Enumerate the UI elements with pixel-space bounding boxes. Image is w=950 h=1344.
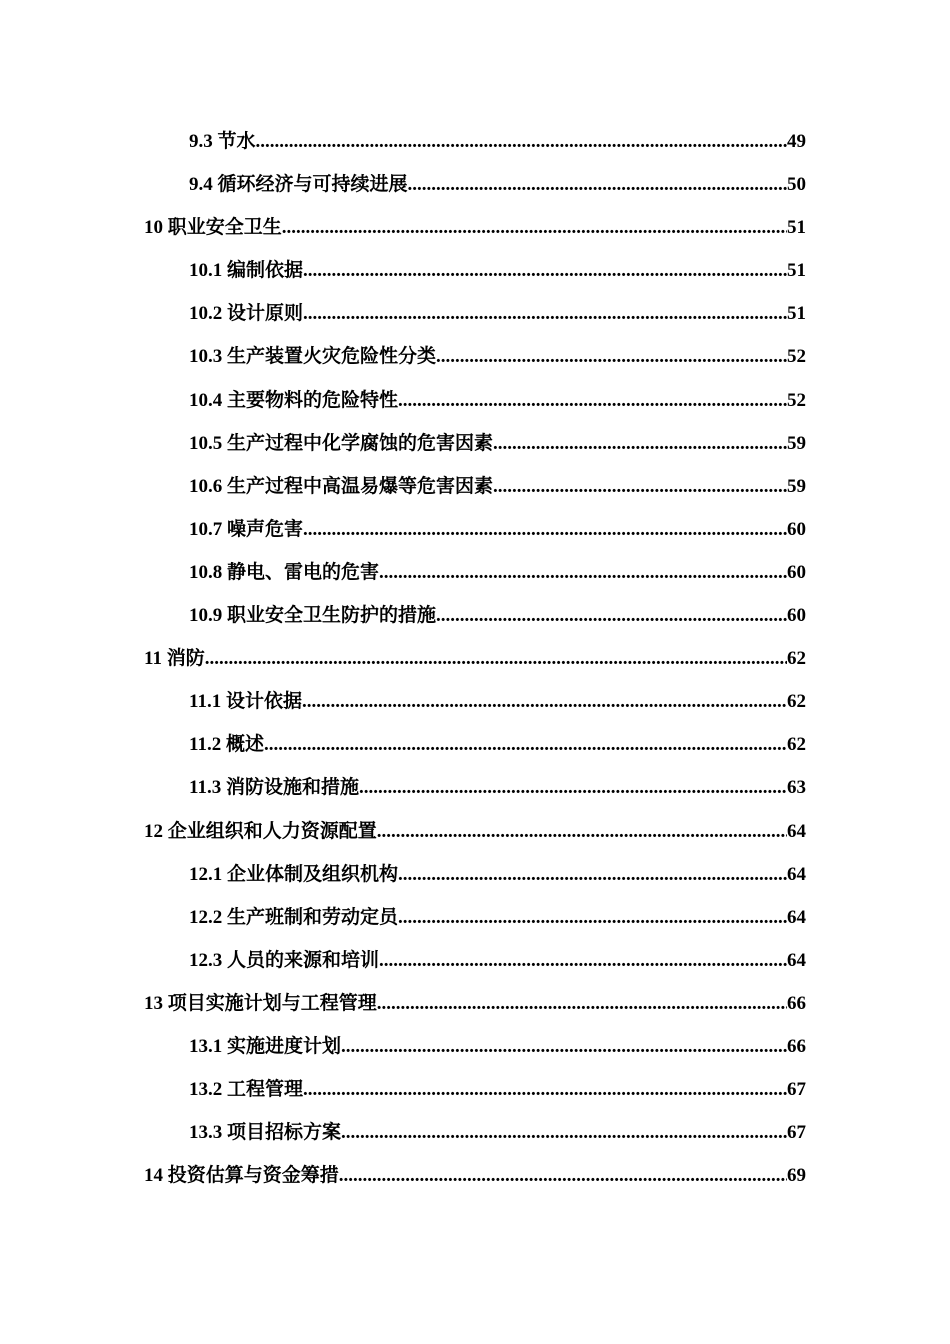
toc-dot-leader (303, 1068, 787, 1111)
toc-dot-leader (256, 120, 787, 163)
toc-entry-page-number: 62 (787, 691, 806, 713)
toc-dot-leader (341, 1025, 787, 1068)
toc-entry[interactable] (0, 1068, 950, 1111)
toc-entry-title: 10.6 生产过程中高温易爆等危害因素 (189, 475, 494, 497)
toc-dot-leader (339, 1154, 787, 1197)
toc-entry[interactable] (0, 853, 950, 896)
toc-entry[interactable] (0, 335, 950, 378)
toc-entry-page-number: 64 (787, 906, 806, 928)
toc-entry-page-number: 60 (787, 518, 806, 540)
toc-entry-title: 10.2 设计原则 (189, 303, 304, 325)
toc-entry-page-number: 66 (787, 1035, 806, 1057)
toc-entry[interactable] (0, 551, 950, 594)
toc-entry-page-number: 52 (787, 346, 806, 368)
toc-entry[interactable] (0, 120, 950, 163)
toc-entry-page-number: 60 (787, 561, 806, 583)
toc-entry[interactable] (0, 206, 950, 249)
toc-entry[interactable] (0, 379, 950, 422)
toc-dot-leader (303, 292, 787, 335)
toc-entry-title: 10 职业安全卫生 (144, 217, 282, 239)
toc-entry-page-number: 62 (787, 648, 806, 670)
toc-entry-page-number: 51 (787, 260, 806, 282)
toc-entry-page-number: 66 (787, 992, 806, 1014)
toc-dot-leader (398, 853, 787, 896)
toc-dot-leader (379, 939, 787, 982)
toc-dot-leader (436, 335, 787, 378)
toc-dot-leader (303, 508, 787, 551)
toc-dot-leader (205, 637, 787, 680)
toc-entry-title: 12.3 人员的来源和培训 (189, 949, 380, 971)
toc-entry[interactable] (0, 810, 950, 853)
toc-dot-leader (302, 680, 787, 723)
toc-dot-leader (398, 379, 787, 422)
toc-dot-leader (282, 206, 787, 249)
toc-entry[interactable] (0, 982, 950, 1025)
toc-dot-leader (341, 1111, 787, 1154)
toc-entry-title: 14 投资估算与资金筹措 (144, 1165, 339, 1187)
toc-entry-page-number: 50 (787, 174, 806, 196)
toc-entry-title: 12.2 生产班制和劳动定员 (189, 906, 399, 928)
toc-entry-page-number: 67 (787, 1079, 806, 1101)
toc-entry-page-number: 52 (787, 389, 806, 411)
toc-entry-title: 10.7 噪声危害 (189, 518, 304, 540)
toc-entry-page-number: 64 (787, 820, 806, 842)
toc-entry-title: 13.2 工程管理 (189, 1079, 304, 1101)
toc-entry-page-number: 62 (787, 734, 806, 756)
toc-entry-page-number: 59 (787, 432, 806, 454)
toc-entry[interactable] (0, 637, 950, 680)
toc-entry[interactable] (0, 766, 950, 809)
toc-entry-page-number: 49 (787, 131, 806, 152)
toc-entry-title: 10.1 编制依据 (189, 260, 304, 282)
toc-dot-leader (264, 723, 787, 766)
toc-entry-title: 10.4 主要物料的危险特性 (189, 389, 399, 411)
toc-entry[interactable] (0, 723, 950, 766)
toc-dot-leader (493, 465, 787, 508)
toc-dot-leader (408, 163, 787, 206)
toc-entry-title: 12.1 企业体制及组织机构 (189, 863, 399, 885)
toc-entry[interactable] (0, 422, 950, 465)
toc-entry[interactable] (0, 1025, 950, 1068)
toc-dot-leader (379, 551, 787, 594)
toc-entry[interactable] (0, 594, 950, 637)
toc-entry-page-number: 60 (787, 605, 806, 627)
toc-entry[interactable] (0, 465, 950, 508)
toc-entry[interactable] (0, 163, 950, 206)
toc-entry-title: 9.4 循环经济与可持续进展 (189, 174, 408, 196)
toc-entry[interactable] (0, 1111, 950, 1154)
toc-entry-title: 13.1 实施进度计划 (189, 1035, 342, 1057)
toc-entry-title: 10.3 生产装置火灾危险性分类 (189, 346, 437, 368)
toc-entry-title: 12 企业组织和人力资源配置 (144, 820, 377, 842)
toc-dot-leader (377, 810, 787, 853)
toc-entry[interactable] (0, 249, 950, 292)
toc-entry-title: 11.2 概述 (189, 734, 264, 756)
toc-dot-leader (377, 982, 787, 1025)
toc-entry-page-number: 51 (787, 303, 806, 325)
toc-entry[interactable] (0, 939, 950, 982)
toc-entry-page-number: 64 (787, 863, 806, 885)
toc-entry-title: 9.3 节水 (189, 131, 256, 152)
toc-entry-title: 10.8 静电、雷电的危害 (189, 561, 380, 583)
toc-entry[interactable] (0, 896, 950, 939)
toc-entry[interactable] (0, 292, 950, 335)
toc-entry-title: 10.9 职业安全卫生防护的措施 (189, 605, 437, 627)
toc-dot-leader (359, 766, 787, 809)
toc-entry-title: 10.5 生产过程中化学腐蚀的危害因素 (189, 432, 494, 454)
toc-entry-title: 11.3 消防设施和措施 (189, 777, 359, 799)
toc-entry-page-number: 51 (787, 217, 806, 239)
toc-entry-title: 11 消防 (144, 648, 205, 670)
toc-dot-leader (303, 249, 787, 292)
toc-entry-page-number: 59 (787, 475, 806, 497)
toc-entry[interactable] (0, 1154, 950, 1197)
toc-entry-page-number: 67 (787, 1122, 806, 1144)
toc-entry-title: 13.3 项目招标方案 (189, 1122, 342, 1144)
toc-entry[interactable] (0, 680, 950, 723)
toc-dot-leader (436, 594, 787, 637)
toc-entry-page-number: 63 (787, 777, 806, 799)
toc-dot-leader (493, 422, 787, 465)
table-of-contents (0, 120, 950, 1197)
toc-entry-title: 11.1 设计依据 (189, 691, 302, 713)
toc-entry-title: 13 项目实施计划与工程管理 (144, 992, 377, 1014)
toc-entry-page-number: 69 (787, 1165, 806, 1187)
toc-entry-page-number: 64 (787, 949, 806, 971)
toc-entry[interactable] (0, 508, 950, 551)
toc-dot-leader (398, 896, 787, 939)
